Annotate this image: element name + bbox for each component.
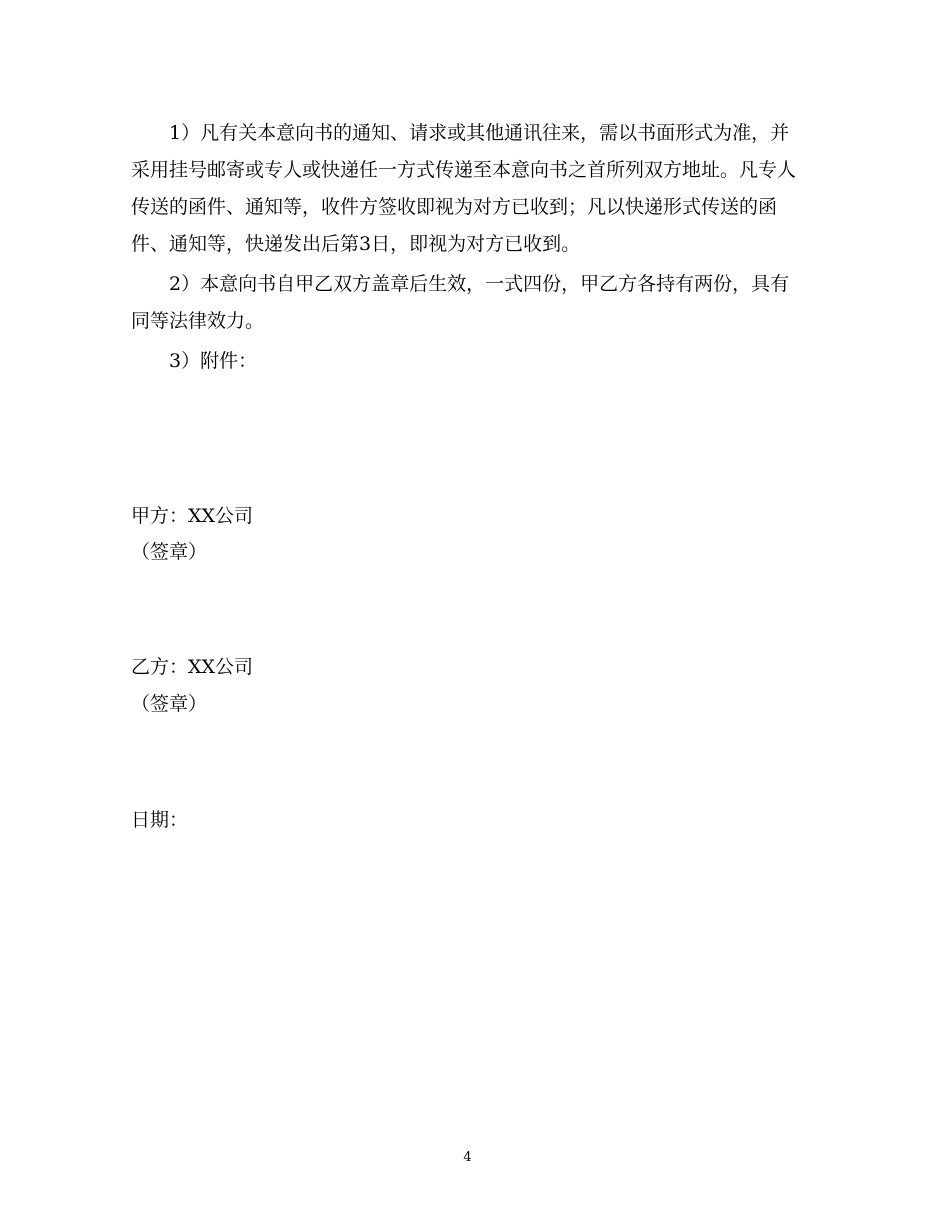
clause-1 — [131, 115, 807, 263]
page-number: 4 — [463, 1150, 472, 1165]
party-a-seal: （签章） — [131, 541, 208, 563]
clause-2 — [131, 266, 807, 340]
clause-3 — [131, 343, 807, 380]
party-a-name: 甲方：XX公司 — [131, 505, 254, 527]
clause-2-text: 2）本意向书自甲乙双方盖章后生效，一式四份，甲乙方各持有两份，具有同等法律效力。 — [131, 273, 790, 332]
party-b-name: 乙方：XX公司 — [131, 656, 254, 678]
clause-1-text: 1）凡有关本意向书的通知、请求或其他通讯往来，需以书面形式为准，并采用挂号邮寄或专人或快递任一方式传递至本意向书之首所列双方地址。凡专人传送的函件、通知等，收件方签收即视为对方已收到；凡以快递形式传送的函件、通知等，快递发出后第3日，即视为对方已收到。 — [131, 122, 797, 255]
party-b-seal: （签章） — [131, 693, 208, 715]
date-label: 日期： — [131, 809, 189, 831]
clause-3-text: 3）附件： — [169, 350, 258, 372]
